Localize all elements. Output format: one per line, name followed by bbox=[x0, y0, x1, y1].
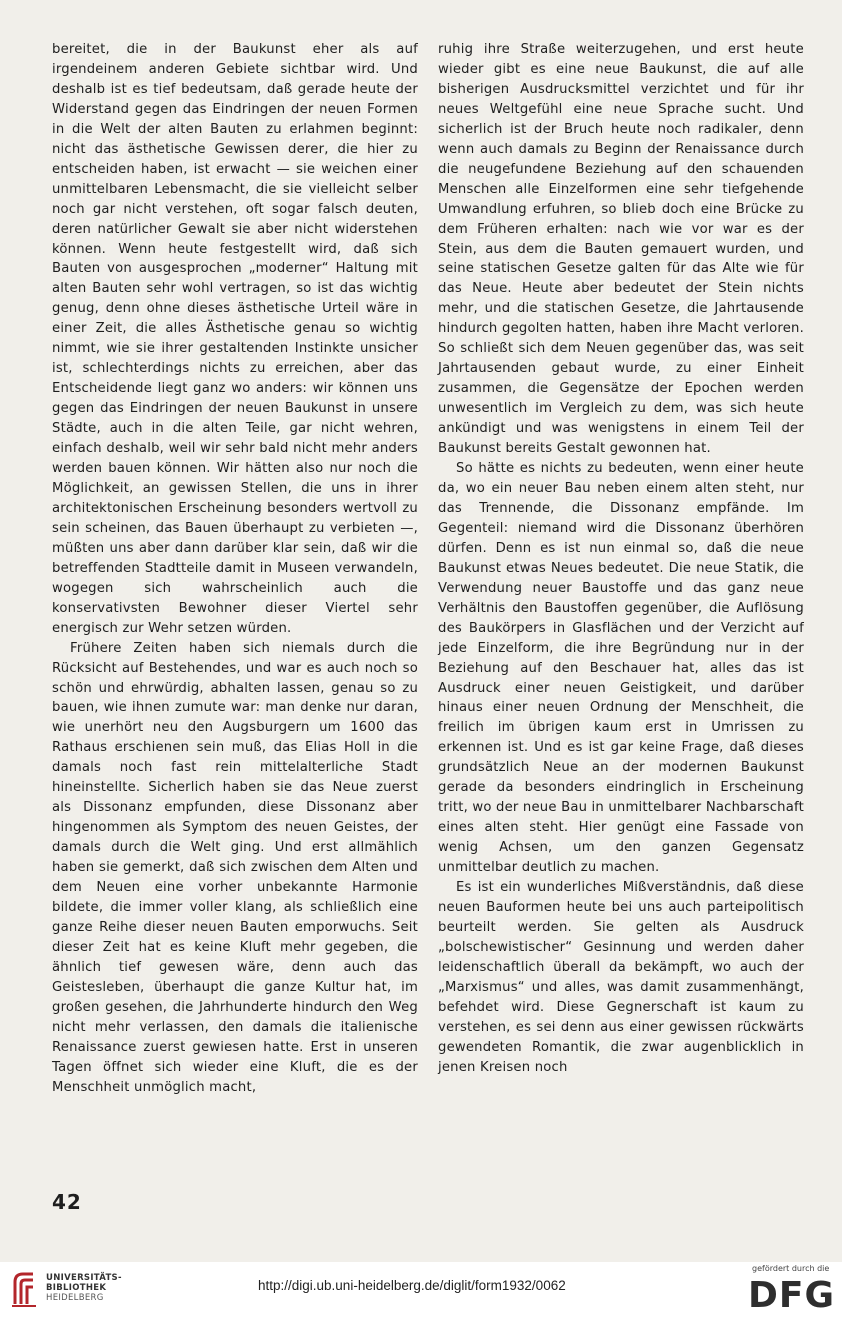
left-paragraph-2: Frühere Zeiten haben sich niemals durch die Rücksicht auf Bestehendes, und war es auch noch so schön und ehrwürdig, abhalten lassen, genau so zu bauen, wie ihnen zumute war: man denke nur daran, wie unerhört neu den Augsburgern um 1600 das Rathaus erschienen sein muß, das Elias Holl in die damals noch fast rein mittelalterliche Stadt hineinstellte. Sicherlich haben sie das Neue zuerst als Dissonanz empfunden, diese Dissonanz aber hingenommen als Symptom des neuen Geistes, der damals durch die Welt ging. Und erst allmählich haben sie gemerkt, daß sich zwischen dem Alten und dem Neuen eine vorher unbekannte Harmonie bildete, die immer voller klang, als schließlich eine ganze Reihe dieser neuen Bauten emporwuchs. Seit dieser Zeit hat es keine Kluft mehr gegeben, die ähnlich tief gewesen wäre, denn auch das Geistesleben, überhaupt die ganze Kultur hat, im großen gesehen, die Jahrhunderte hindurch den Weg nicht mehr verlassen, den damals die italienische Renaissance zuerst gewiesen hatte. Erst in unseren Tagen öffnet sich wieder eine Kluft, die es der Menschheit unmöglich macht, bbox=[52, 640, 418, 1095]
ub-heidelberg-logo-icon bbox=[9, 1270, 39, 1310]
right-paragraph-3: Es ist ein wunderliches Mißverständnis, daß diese neuen Bauformen heute bei uns auch parteipolitisch beurteilt werden. Sie gelten als Ausdruck „bolschewistischer“ Gesinnung und werden daher leidenschaftlich überall da bekämpft, wo auch der „Marxismus“ und alles, was damit zusammenhängt, befehdet wird. Diese Gegnerschaft ist kaum zu verstehen, es sei denn aus einer gewissen rückwärts gewendeten Romantik, die zwar augenblicklich in jenen Kreisen noch bbox=[438, 880, 804, 1075]
funding-note: gefördert durch die bbox=[752, 1264, 830, 1273]
right-paragraph-2: So hätte es nichts zu bedeuten, wenn einer heute da, wo ein neuer Bau neben einem alten steht, nur das Trennende, die Dissonanz empfände. Im Gegenteil: niemand wird die Dissonanz überhören dürfen. Denn es ist nun einmal so, daß die neue Baukunst etwas Neues bedeutet. Die neue Statik, die Verwendung neuer Baustoffe und das ganz neue Verhältnis den Baustoffen gegenüber, die Auflösung des Baukörpers in Glasflächen und der Verzicht auf jede Einzelform, die ihre Begründung nur in der Beziehung auf den Beschauer hat, alles das ist Ausdruck einer neuen Geistigkeit, und darüber hinaus einer neuen Ordnung der Menschheit, die freilich im übrigen kaum erst in Umrissen zu erkennen ist. Und es ist gar keine Frage, daß dieses grundsätzlich Neue an der modernen Baukunst gerade da besonders eindringlich in Erscheinung tritt, wo der neue Bau in unmittelbarer Nachbarschaft eines alten steht. Hier genügt eine Fassade von wenig Achsen, um den ganzen Gegensatz unmittelbar deutlich zu machen. bbox=[438, 461, 804, 876]
left-column bbox=[52, 40, 418, 1098]
page-number: 42 bbox=[52, 1190, 82, 1214]
dfg-logo: DFG bbox=[748, 1275, 836, 1316]
library-name-line-3: HEIDELBERG bbox=[46, 1293, 104, 1303]
left-paragraph-1: bereitet, die in der Baukunst eher als auf irgendeinem anderen Gebiete sichtbar wird. Und deshalb ist es tief bedeutsam, daß gerade heute der Widerstand gegen das Eindringen der neuen Formen in die Welt der alten Bauten zu erlahmen beginnt: nicht das ästhetische Gewissen derer, die hier zu entscheiden haben, ist erwacht — sie weichen einer unmittelbaren Lebensmacht, die sie vielleicht selber noch gar nicht verstehen, oft sogar falsch deuten, deren natürlicher Gewalt sie aber nicht widerstehen können. Wenn heute festgestellt wird, daß sich Bauten von ausgesprochen „moderner“ Haltung mit alten Bauten sehr wohl vertragen, so ist das wichtig genug, denn ohne dieses ästhetische Urteil wäre in einer Zeit, die alles Ästhetische genau so wichtig nimmt, wie sie ihrer gestaltenden Instinkte unsicher ist, schlechterdings nichts zu erreichen, aber das Entscheidende liegt ganz wo anders: wir können uns gegen das Eindringen der neuen Baukunst in unsere Städte, auch in die alten Teile, gar nicht wehren, einfach deshalb, weil wir sehr bald nicht mehr anders werden bauen können. Wir hätten also nur noch die Möglichkeit, an gewissen Stellen, die uns in ihrer architektonischen Erscheinung besonders wertvoll zu sein scheinen, das Bauen überhaupt zu verbieten —, müßten uns aber dann darüber klar sein, daß wir die betreffenden Stadtteile damit in Museen verwandeln, wogegen sich wahrscheinlich auch die konservativsten Bewohner dieser Viertel sehr energisch zur Wehr setzen würden. bbox=[52, 42, 418, 636]
library-name bbox=[46, 1273, 122, 1303]
library-name-line-1: UNIVERSITÄTS- bbox=[46, 1273, 122, 1283]
digitization-footer bbox=[0, 1262, 842, 1321]
right-column bbox=[438, 40, 804, 1078]
library-name-line-2: BIBLIOTHEK bbox=[46, 1283, 107, 1293]
source-url-link[interactable]: http://digi.ub.uni-heidelberg.de/diglit/form1932/0062 bbox=[258, 1278, 566, 1293]
right-paragraph-1: ruhig ihre Straße weiterzugehen, und erst heute wieder gibt es eine neue Baukunst, die auf alle bisherigen Ausdrucksmittel verzichtet und für ihr neues Weltgefühl eine neue Sprache sucht. Und sicherlich ist der Bruch heute noch radikaler, denn wenn auch damals zu Beginn der Renaissance durch die neugefundene Beziehung auf den schauenden Menschen alle Einzelformen eine sehr tiefgehende Umwandlung erfuhren, so blieb doch eine Brücke zu dem Früheren erhalten: nach wie vor war es der Stein, aus dem die Bauten gemauert wurden, und seine statischen Gesetze galten für das Alte wie für das Neue. Heute aber bedeutet der Stein nichts mehr, und die statischen Gesetze, die Jahrtausende hindurch gegolten hatten, haben ihre Macht verloren. So schließt sich dem Neuen gegenüber das, was seit Jahrtausenden gebaut wurde, zu einer Einheit zusammen, die Gegensätze der Epochen werden unwesentlich im Vergleich zu dem, was sich heute ankündigt und was wenigstens in einem Teil der Baukunst bereits Gestalt gewonnen hat. bbox=[438, 42, 804, 457]
